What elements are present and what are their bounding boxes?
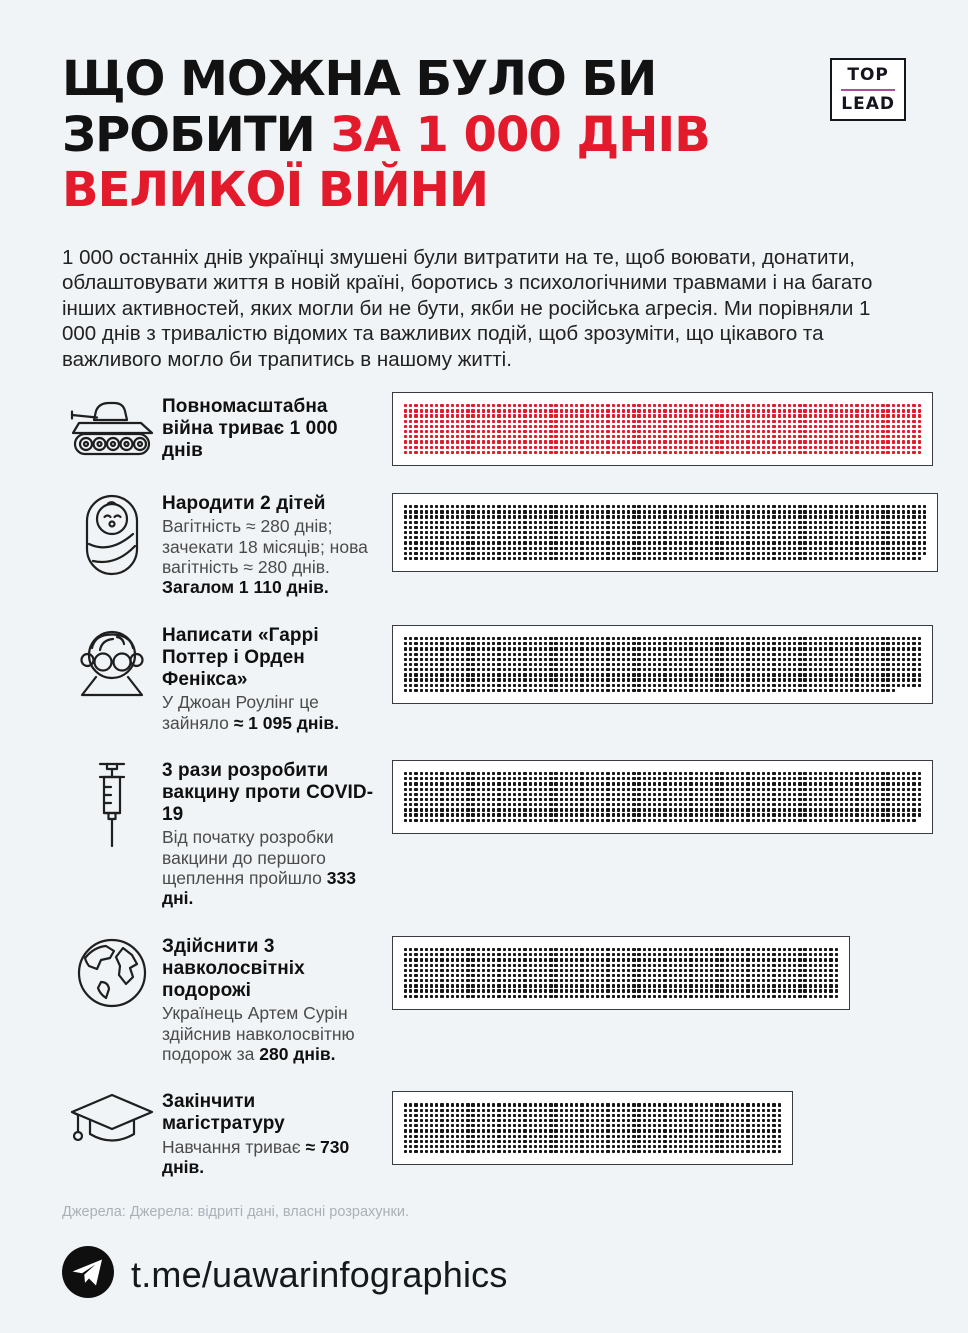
baby-icon xyxy=(62,493,162,577)
dot-chart xyxy=(392,936,850,1010)
row-title: Народити 2 дітей xyxy=(162,493,326,515)
dot-grid xyxy=(404,637,921,692)
dot-chart xyxy=(392,392,933,466)
globe-icon xyxy=(62,936,162,1010)
dot-grid xyxy=(404,404,921,454)
footer xyxy=(62,1246,906,1303)
dot-grid xyxy=(404,772,921,822)
title-line-2-red: ЗА 1 000 ДНІВ xyxy=(330,106,710,163)
dot-chart xyxy=(392,625,933,704)
row-description: Від початку розробки вакцини до першого щеплення пройшло 333 дні. xyxy=(162,827,356,909)
row-description: У Джоан Роулінг це зайняло ≈ 1 095 днів. xyxy=(162,692,339,733)
source-note: Джерела: Джерела: відриті дані, власні розрахунки. xyxy=(62,1204,410,1221)
page-title xyxy=(62,52,710,219)
top-lead-logo xyxy=(830,58,906,121)
row-title: Повномасштабна війна триває 1 000 днів xyxy=(162,395,338,462)
logo-lead-text: LEAD xyxy=(841,94,895,114)
row-title: 3 рази розробити вакцину проти COVID-19 xyxy=(162,759,374,826)
row-text xyxy=(162,760,380,909)
row-title: Здійснити 3 навколосвітніх подорожі xyxy=(162,935,305,1001)
title-line-3: ВЕЛИКОЇ ВІЙНИ xyxy=(62,162,488,219)
intro-paragraph: 1 000 останніх днів українці змушені були витратити на те, щоб воювати, донатити, облаштовувати життя в новій країні, боротись з психологічними травмами і на багато інших активностей, яких могли би не бути, якби не російська агресія. Ми порівняли 1 000 днів з тривалістю відомих та важливих подій, щоб зрозуміти, що цікавого та важливого могло би трапитись в нашому житті. xyxy=(62,246,873,371)
logo-divider xyxy=(841,89,895,91)
row-description: Вагітність ≈ 280 днів; зачекати 18 місяців; нова вагітність ≈ 280 днів. Загалом 1 110 днів. xyxy=(162,516,368,598)
row-description: Навчання триває ≈ 730 днів. xyxy=(162,1136,350,1177)
dot-grid xyxy=(404,505,926,560)
comparison-row xyxy=(62,1091,906,1177)
row-text xyxy=(162,1091,380,1177)
comparison-row xyxy=(62,760,906,909)
row-text xyxy=(162,936,380,1065)
tank-icon xyxy=(62,398,162,460)
dot-grid xyxy=(404,948,838,998)
row-title: Закінчити магістратуру xyxy=(162,1091,285,1135)
graduation-cap-icon xyxy=(62,1091,162,1155)
logo-top-text: TOP xyxy=(847,65,889,85)
title-line-2-black: ЗРОБИТИ xyxy=(62,106,315,163)
header xyxy=(62,52,906,219)
telegram-handle-link[interactable]: t.me/uawarinfographics xyxy=(131,1253,508,1295)
syringe-icon xyxy=(62,760,162,852)
dot-grid xyxy=(404,1103,781,1153)
comparison-row xyxy=(62,493,906,598)
row-text xyxy=(162,493,380,598)
writer-icon xyxy=(62,625,162,697)
comparison-row xyxy=(62,936,906,1065)
row-text xyxy=(162,396,380,462)
telegram-icon[interactable] xyxy=(62,1246,114,1303)
dot-chart xyxy=(392,493,938,572)
row-text xyxy=(162,625,380,733)
comparison-row xyxy=(62,625,906,733)
dot-chart xyxy=(392,760,933,834)
row-description: Українець Артем Сурін здійснив навколосвітню подорож за 280 днів. xyxy=(162,1003,355,1064)
comparison-row xyxy=(62,392,906,466)
title-line-1: ЩО МОЖНА БУЛО БИ xyxy=(62,51,657,107)
row-title: Написати «Гаррі Поттер і Орден Фенікса» xyxy=(162,624,319,690)
dot-chart xyxy=(392,1091,793,1165)
comparison-list xyxy=(62,392,906,1177)
